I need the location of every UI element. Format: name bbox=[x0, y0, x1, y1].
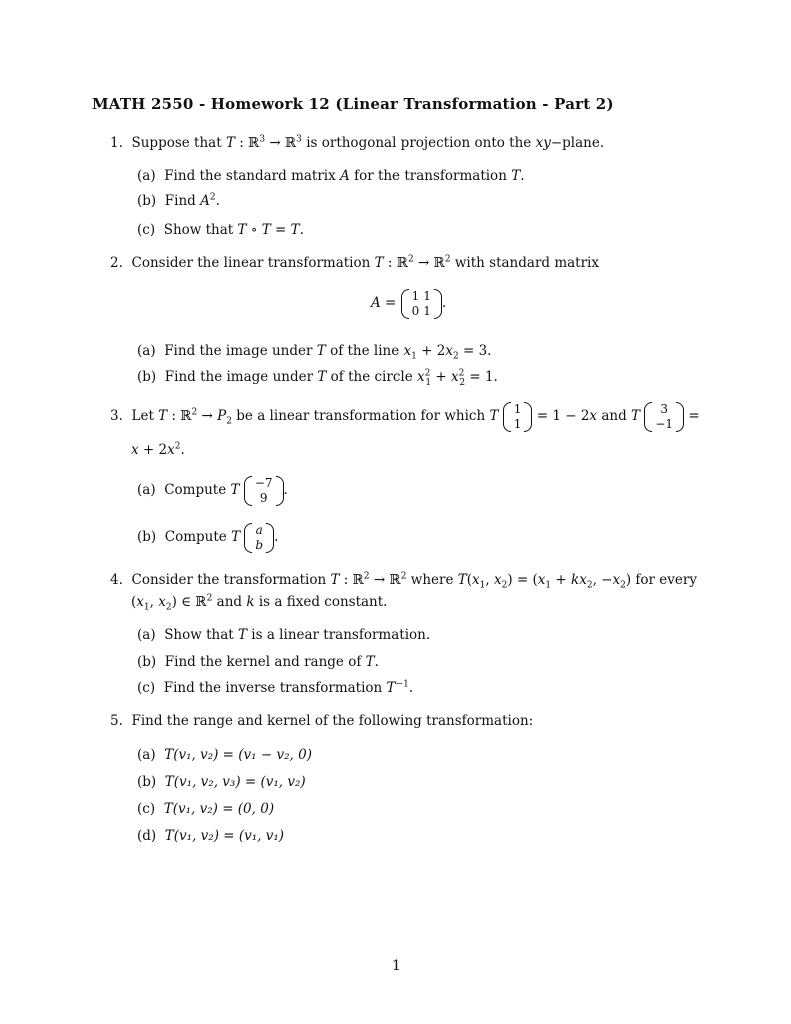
q5-item: (d) T(v₁, v₂) = (v₁, v₁) bbox=[137, 828, 285, 844]
q5-item: (b) T(v₁, v₂, v₃) = (v₁, v₂) bbox=[137, 774, 306, 790]
q3-part-b: (b) Compute T a b . bbox=[137, 522, 279, 552]
q1-part-a: (a) Find the standard matrix A for the transformation T. bbox=[137, 168, 525, 184]
q4-part-a: (a) Show that T is a linear transformation. bbox=[137, 627, 431, 643]
q3-vector-1: 1 1 bbox=[503, 402, 533, 432]
q5-intro: 5. Find the range and kernel of the following transformation: bbox=[110, 713, 534, 729]
q5-item: (c) T(v₁, v₂) = (0, 0) bbox=[137, 801, 275, 817]
q2-part-b: (b) Find the image under T of the circle $x^2_1 + x^2_2 = 1$. bbox=[137, 368, 498, 388]
q2-matrix: 1 1 0 1 bbox=[401, 289, 442, 319]
q3-vector-2: 3 −1 bbox=[644, 402, 684, 432]
q2-part-a: (a) Find the image under T of the line $x_1 + 2x_2 = 3$. bbox=[137, 343, 492, 362]
q2-intro: 2. Consider the linear transformation T : ℝ$^2$ → ℝ$^2$ with standard matrix bbox=[110, 254, 599, 271]
q1-part-b: (b) Find $A^2$. bbox=[137, 192, 220, 209]
q5-item: (a) T(v₁, v₂) = (v₁ − v₂, 0) bbox=[137, 747, 312, 763]
q1-intro: 1. Suppose that T : ℝ$^3$ → ℝ$^3$ is orthogonal projection onto the xy−plane. bbox=[110, 134, 605, 151]
q4-part-b: (b) Find the kernel and range of T. bbox=[137, 654, 379, 670]
q4-intro-continued: ($x_1$, $x_2$) ∈ ℝ$^2$ and k is a fixed constant. bbox=[131, 593, 388, 613]
q3-intro: 3. Let T : ℝ$^2$ → $P_2$ be a linear transformation for which T 1 1 = 1 − 2x and T 3 −1 = bbox=[110, 401, 700, 431]
page-title: MATH 2550 - Homework 12 (Linear Transformation - Part 2) bbox=[92, 95, 614, 113]
q1-part-c: (c) Show that T ∘ T = T. bbox=[137, 222, 304, 238]
page-number: 1 bbox=[392, 958, 401, 974]
q3-vector-b: a b bbox=[244, 523, 274, 553]
q4-part-c: (c) Find the inverse transformation $T^{-1}$. bbox=[137, 679, 414, 696]
q3-intro-continued: $x + 2x^2$. bbox=[131, 441, 185, 458]
q4-intro: 4. Consider the transformation T : ℝ$^2$ → ℝ$^2$ where $T(x_1$, $x_2) = (x_1 + kx_2$, $-x_2$) for every bbox=[110, 571, 697, 591]
q2-matrix-equation: A = 1 1 0 1 . bbox=[371, 288, 447, 318]
q3-vector-a: −7 9 bbox=[244, 476, 284, 506]
q3-part-a: (a) Compute T −7 9 . bbox=[137, 475, 288, 505]
